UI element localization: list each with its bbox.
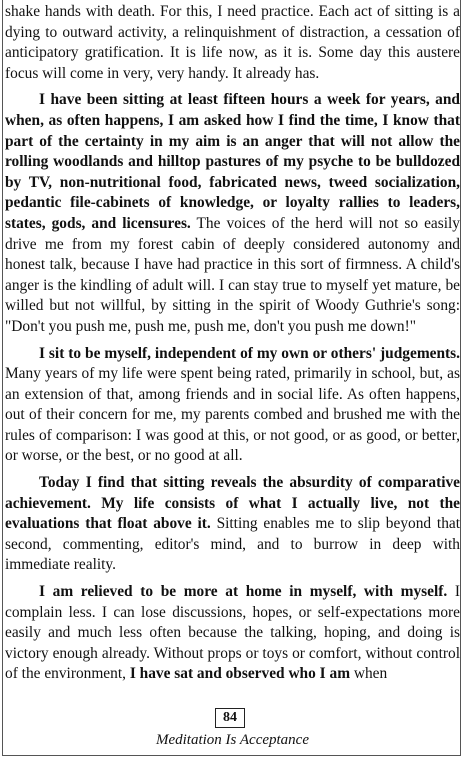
text-run: The voices of the herd will not so easily drive me from my forest cabin of deeply considered autonomy and honest talk, because I have had practice in this sort of firmness. A child's anger is the kindling of adult will. I can stay true to myself yet mature, be willed but not willful, by sitting in the spirit of Woody Guthrie's song: "Don't you push me, push me, push me, don't you push me down!"	[5, 214, 460, 335]
text-run: when	[350, 665, 388, 683]
running-footer-title: Meditation Is Acceptance	[155, 732, 309, 748]
paragraph	[5, 2, 460, 84]
page-number: 84	[215, 708, 245, 728]
text-run: Many years of my life were spent being rated, primarily in school, but, as an extension of that, among friends and in social life. As often happens, out of their concern for me, my parents combed and brushed me with the rules of comparison: I was good at this, or not good, or as good, or better, or worse, or the best, or no good at all.	[5, 365, 460, 465]
text-run: Sitting enables me to slip beyond that second, commenting, editor's mind, and to burrow in deep with immediate reality.	[5, 515, 460, 574]
paragraph	[5, 344, 460, 468]
body-text	[5, 2, 460, 691]
bold-text-run: I have been sitting at least fifteen hours a week for years, and when, as often happens, I am asked how I find the time, I know that part of the certainty in my aim is an anger that will not allow the rolling woodlands and hilltop pastures of my psyche to be bulldozed by TV, non-nutritional food, fabricated news, tweed socialization, pedantic file-cabinets of knowledge, or loyalty rallies to leaders, states, gods, and licensures.	[5, 91, 460, 232]
bold-text-run: I am relieved to be more at home in myself, with myself.	[39, 583, 448, 601]
paragraph	[5, 582, 460, 685]
paragraph	[5, 473, 460, 576]
bold-text-run: I sit to be myself, independent of my own or others' judgements.	[39, 344, 460, 362]
bold-text-run: Today I find that sitting reveals the absurdity of comparative achievement. My life consists of what I actually live, not the evaluations that float above it.	[5, 474, 460, 533]
text-run: shake hands with death. For this, I need practice. Each act of sitting is a dying to outward activity, a relinquishment of distraction, a cessation of anticipatory gratification. It is life now, as it is. Some day this austere focus will come in very, very handy. It already has.	[5, 3, 460, 82]
bold-text-run: I have sat and observed who I am	[129, 665, 351, 683]
paragraph	[5, 90, 460, 337]
text-run: I complain less. I can lose discussions, hopes, or self-expectations more easily and much less often because the talking, hoping, and doing is victory enough already. Without props or toys or comfort, without control of the environment,	[5, 583, 460, 683]
